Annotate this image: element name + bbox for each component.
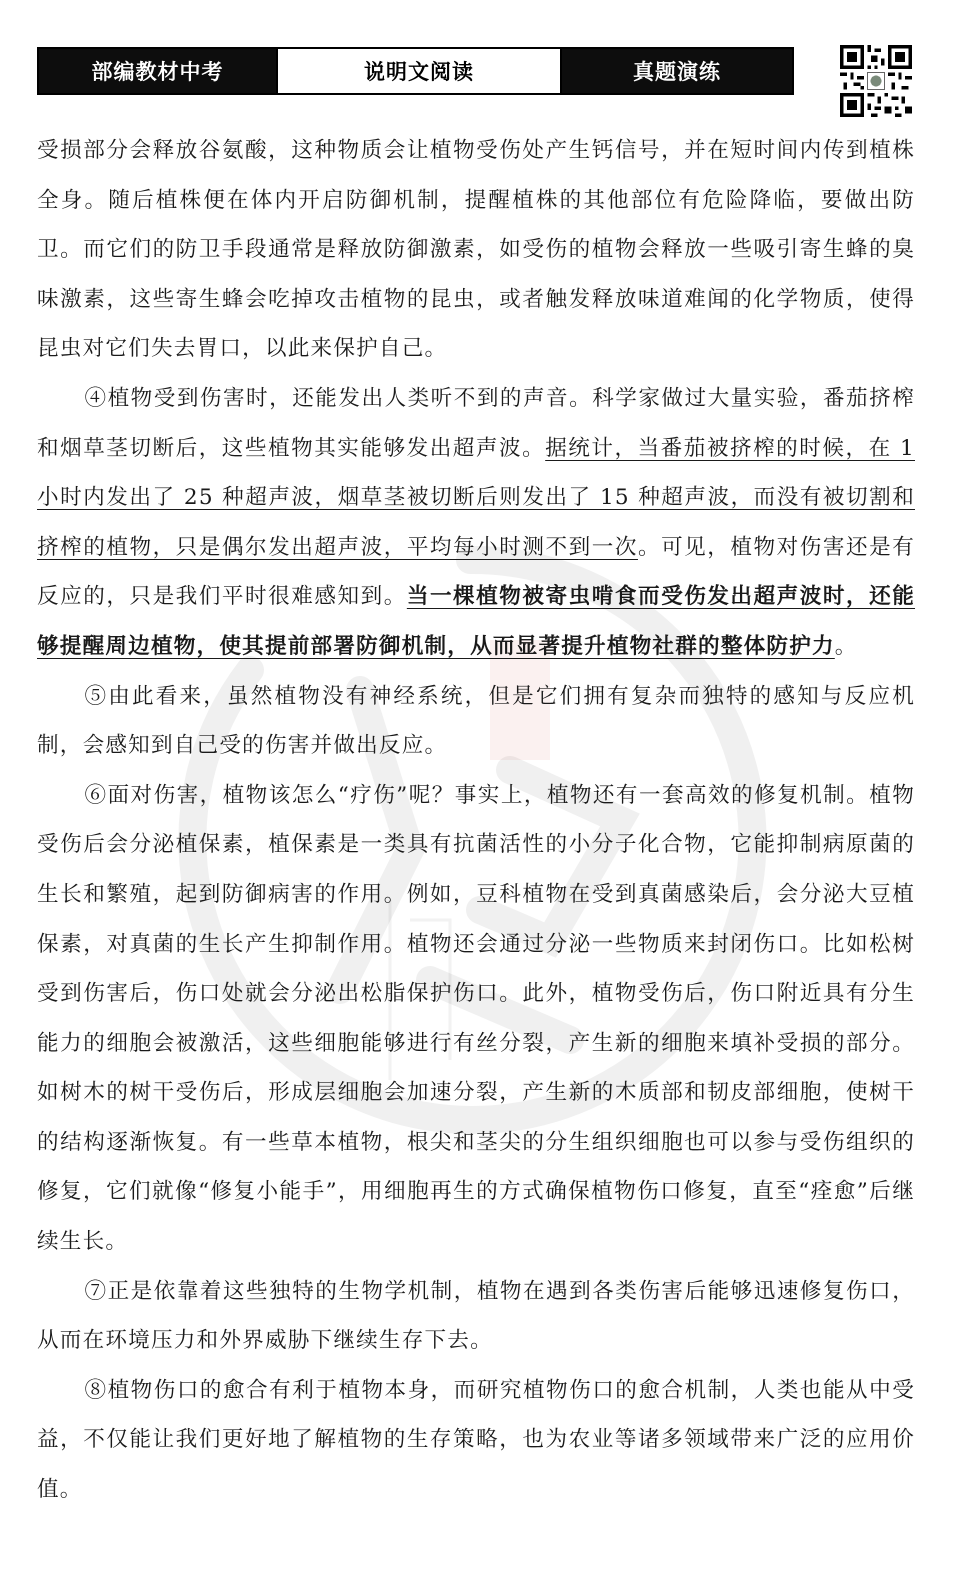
paragraph-4-bold-underlined: 当一棵植物被寄虫啃食而受伤发出超声波时，还能够提醒周边植物，使其提前部署防御机制，从而显著提升植物社群的整体防护力 (37, 584, 916, 659)
paragraph-8: ⑧植物伤口的愈合有利于植物本身，而研究植物伤口的愈合机制，人类也能从中受益，不仅能让我们更好地了解植物的生存策略，也为农业等诸多领域带来广泛的应用价值。 (37, 1377, 915, 1503)
paragraph-4-end: 。 (834, 633, 858, 659)
header-left-label: 部编教材中考 (39, 49, 276, 93)
article-body (37, 126, 915, 1515)
paragraph-4 (37, 374, 915, 672)
qr-code-icon (840, 45, 912, 117)
header-bar (37, 47, 794, 95)
paragraph-4-middle: 。可见，植物对伤害还是有反应的，只是我们平时很难感知到。 (37, 534, 915, 610)
paragraph-3-continued: 受损部分会释放谷氨酸，这种物质会让植物受伤处产生钙信号，并在短时间内传到植株全身。随后植株便在体内开启防御机制，提醒植株的其他部位有危险降临，要做出防卫。而它们的防卫手段通常是释放防御激素，如受伤的植物会释放一些吸引寄生蜂的臭味激素，这些寄生蜂会吃掉攻击植物的昆虫，或者触发释放味道难闻的化学物质，使得昆虫对它们失去胃口，以此来保护自己。 (37, 138, 915, 362)
paragraph-5: ⑤由此看来，虽然植物没有神经系统，但是它们拥有复杂而独特的感知与反应机制，会感知到自己受的伤害并做出反应。 (37, 683, 915, 759)
paragraph-7: ⑦正是依靠着这些独特的生物学机制，植物在遇到各类伤害后能够迅速修复伤口，从而在环境压力和外界威胁下继续生存下去。 (37, 1278, 915, 1354)
paragraph-6: ⑥面对伤害，植物该怎么“疗伤”呢？事实上，植物还有一套高效的修复机制。植物受伤后会分泌植保素，植保素是一类具有抗菌活性的小分子化合物，它能抑制病原菌的生长和繁殖，起到防御病害的作用。例如，豆科植物在受到真菌感染后，会分泌大豆植保素，对真菌的生长产生抑制作用。植物还会通过分泌一些物质来封闭伤口。比如松树受到伤害后，伤口处就会分泌出松脂保护伤口。此外，植物受伤后，伤口附近具有分生能力的细胞会被激活，这些细胞能够进行有丝分裂，产生新的细胞来填补受损的部分。如树木的树干受伤后，形成层细胞会加速分裂，产生新的木质部和韧皮部细胞，使树干的结构逐渐恢复。有一些草本植物，根尖和茎尖的分生组织细胞也可以参与受伤组织的修复，它们就像“修复小能手”，用细胞再生的方式确保植物伤口修复，直至“痊愈”后继续生长。 (37, 782, 915, 1255)
paragraph-4-underlined-statistics: 据统计，当番茄被挤榨的时候，在 1 小时内发出了 25 种超声波，烟草茎被切断后则发出了 15 种超声波，而没有被切割和挤榨的植物，只是偶尔发出超声波，平均每小时测不到一次 (37, 435, 915, 560)
header-right-label: 真题演练 (562, 49, 792, 93)
header-center-label: 说明文阅读 (276, 49, 562, 93)
paragraph-4-intro: ④植物受到伤害时，还能发出人类听不到的声音。科学家做过大量实验，番茄挤榨和烟草茎切断后，这些植物其实能够发出超声波。 (37, 385, 915, 461)
